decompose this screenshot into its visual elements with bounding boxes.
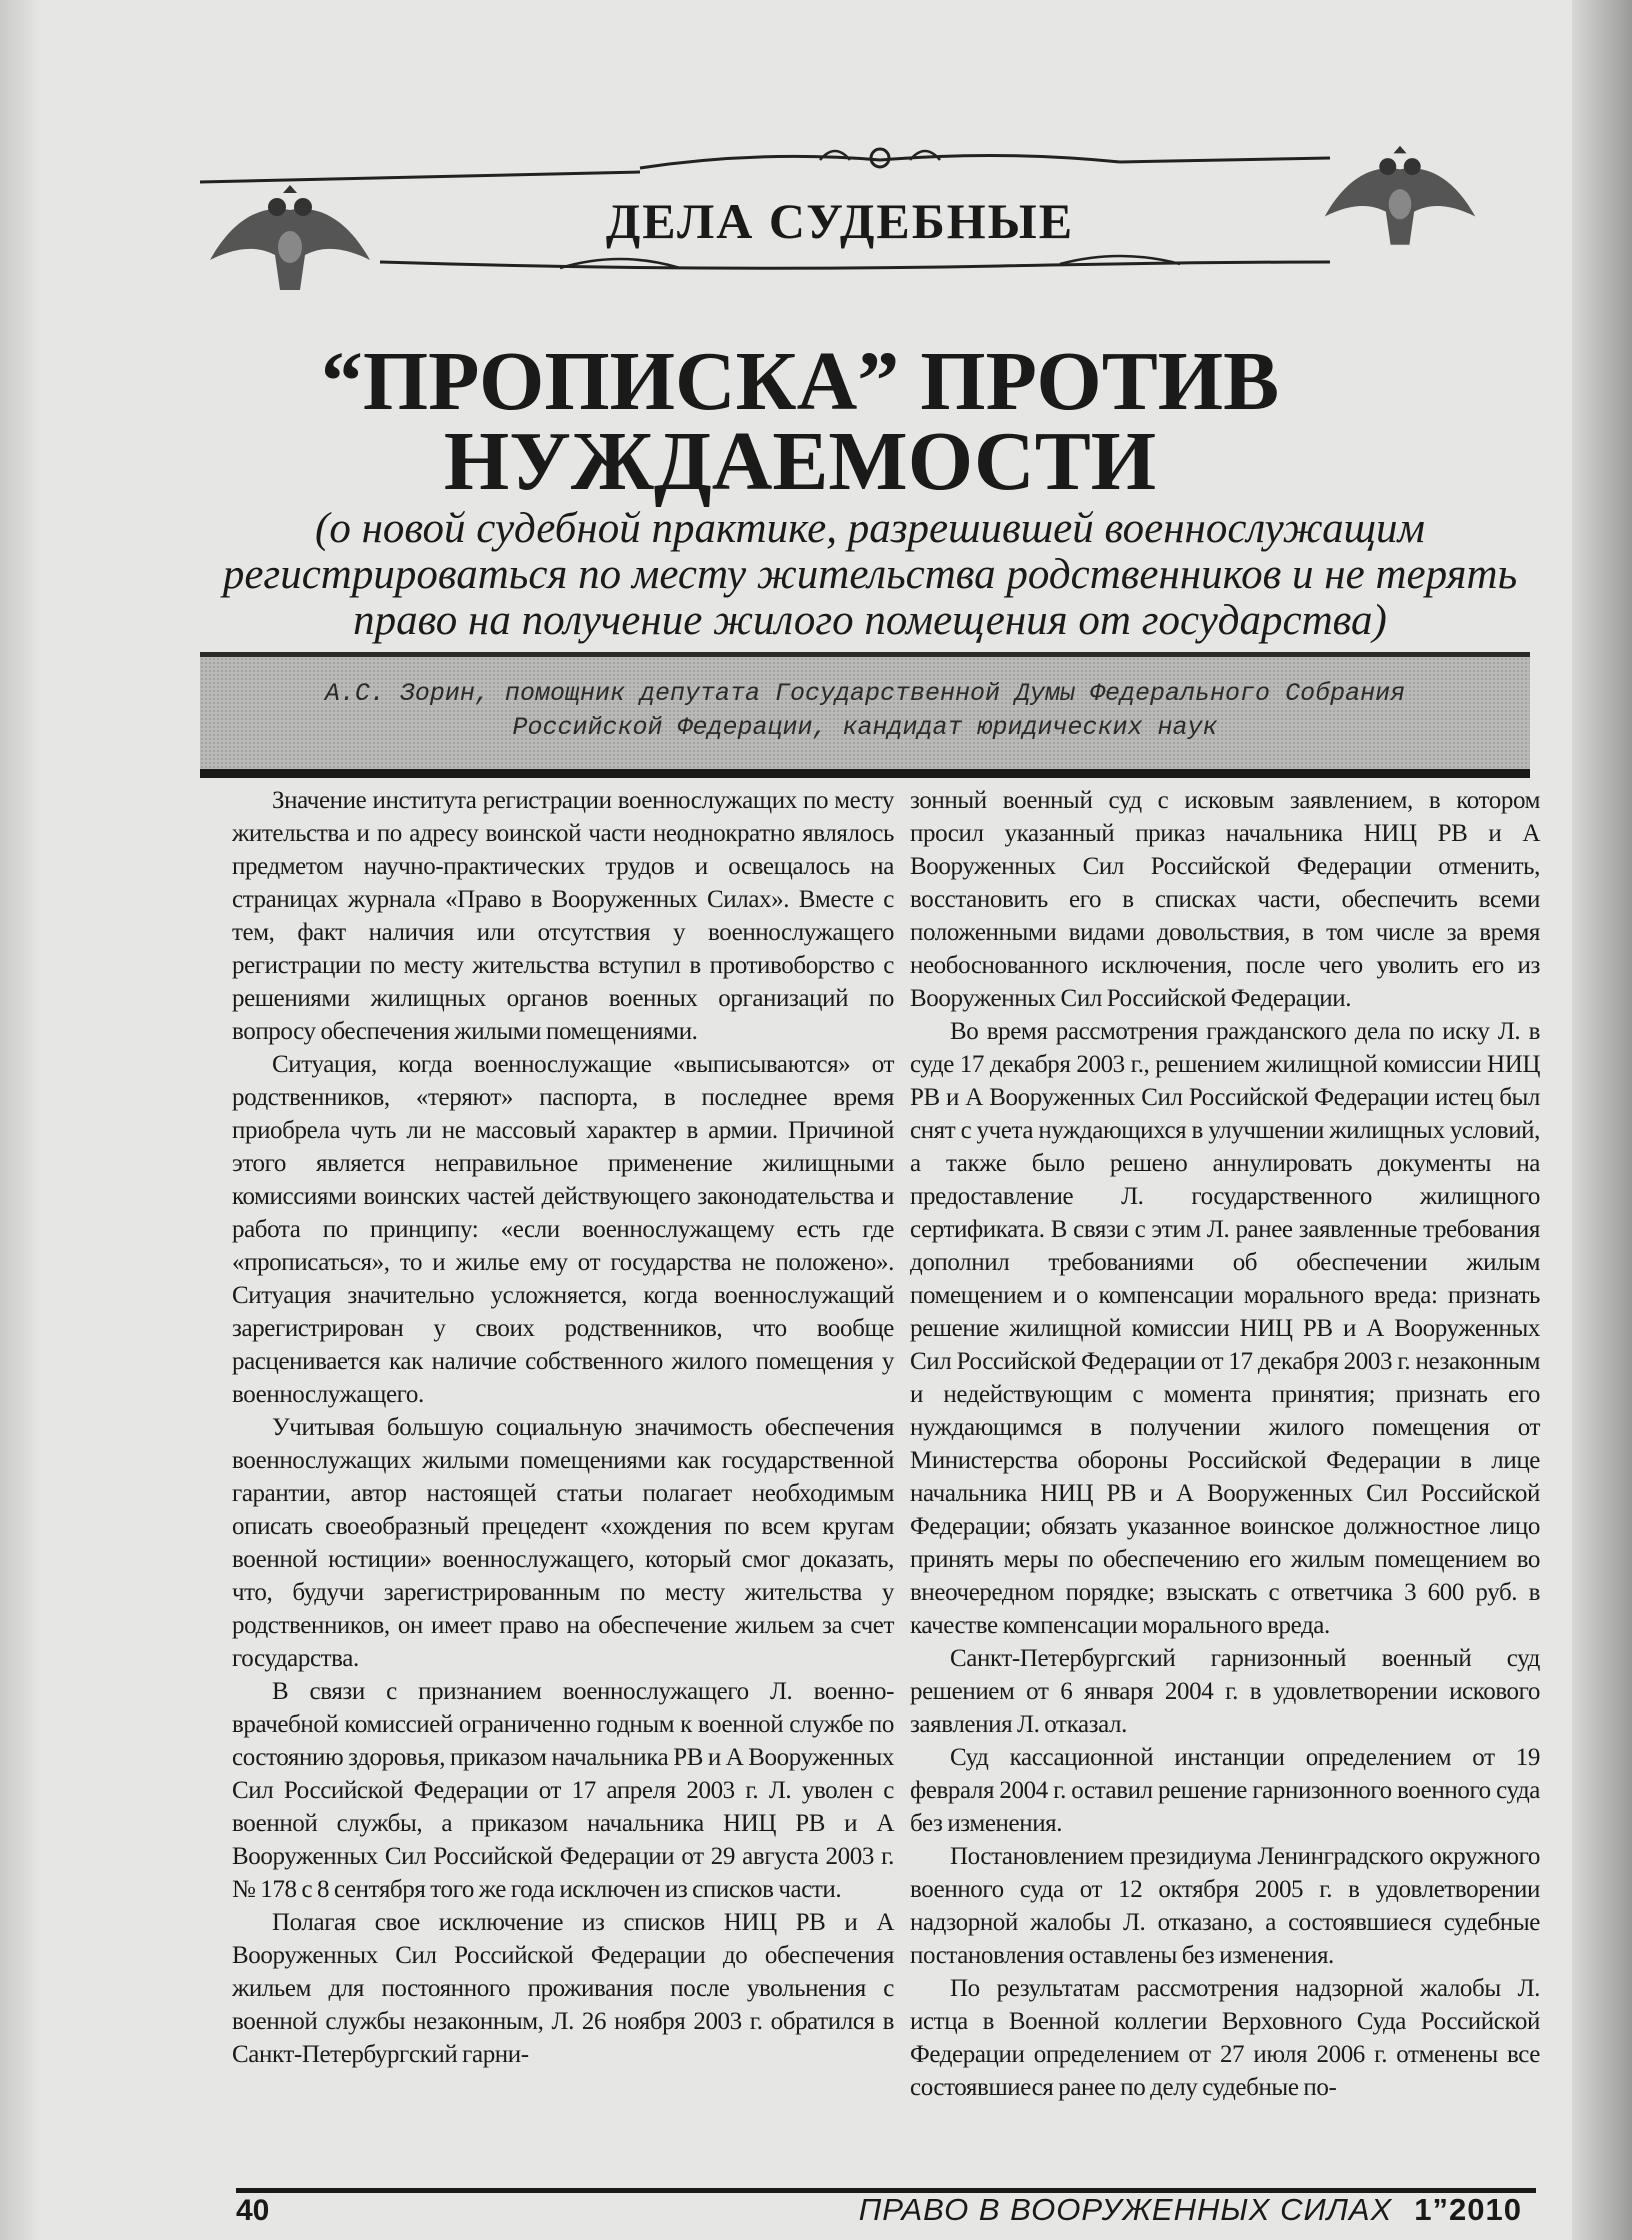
paragraph: Полагая свое исключение из списков НИЦ РВ и А Вооруженных Сил Российской Федерации до обеспечения жильем для постоянного проживания после увольнения с военной службы незаконным, Л. 26 ноября 2003 г. обратился в Санкт-Петербургский гарни- — [232, 1909, 894, 2068]
paragraph-continuation: зонный военный суд с исковым заявлением, в котором просил указанный приказ начальника НИЦ РВ и А Вооруженных Сил Российской Федерации отменить, восстановить его в списках части, обеспечить всеми положенными видами довольствия, в том числе за время необоснованного исключения, после чего уволить его из Вооруженных Сил Российской Федерации. — [910, 787, 1540, 1012]
article-title — [300, 335, 1300, 508]
author-line-1: А.С. Зорин, помощник депутата Государственной Думы Федерального Собрания — [324, 679, 1406, 708]
paragraph: Суд кассационной инстанции определением от 19 февраля 2004 г. оставил решение гарнизонного военного суда без изменения. — [910, 1744, 1540, 1837]
paragraph: Санкт-Петербургский гарнизонный военный суд решением от 6 января 2004 г. в удовлетворении искового заявления Л. отказал. — [910, 1645, 1540, 1738]
paragraph: Значение института регистрации военнослужащих по месту жительства и по адресу воинской части неоднократно являлось предметом научно-практических трудов и освещалось на страницах журнала «Право в Вооруженных Силах». Вместе с тем, факт наличия или отсутствия у военнослужащего регистрации по месту жительства вступил в противоборство с решениями жилищных органов военных организаций по вопросу обеспечения жилыми помещениями. — [232, 787, 894, 1045]
journal-footer — [859, 2192, 1522, 2228]
paragraph: По результатам рассмотрения надзорной жалобы Л. истца в Военной коллегии Верховного Суда Российской Федерации определением от 27 июля 2006 г. отменены все состоявшиеся ранее по делу судебные по- — [910, 1975, 1540, 2101]
article-title-line-2: НУЖДАЕМОСТИ — [443, 415, 1157, 508]
paragraph: В связи с признанием военнослужащего Л. военно-врачебной комиссией ограниченно годным к военной службе по состоянию здоровья, приказом начальника РВ и А Вооруженных Сил Российской Федерации от 17 апреля 2003 г. Л. уволен с военной службы, а приказом начальника НИЦ РВ и А Вооруженных Сил Российской Федерации от 29 августа 2003 г. № 178 с 8 сентября того же года исключен из списков части. — [232, 1678, 894, 1903]
body-column-right — [910, 784, 1540, 2104]
paragraph: Постановлением президиума Ленинградского окружного военного суда от 12 октября 2005 г. в удовлетворении надзорной жалобы Л. отказано, а состоявшиеся судебные постановления оставлены без изменения. — [910, 1843, 1540, 1969]
section-title: ДЕЛА СУДЕБНЫЕ — [605, 193, 1075, 249]
paragraph: Ситуация, когда военнослужащие «выписываются» от родственников, «теряют» паспорта, в последнее время приобрела чуть ли не массовый характер в армии. Причиной этого является неправильное применение жилищными комиссиями воинских частей действующего законодательства и работа по принципу: «если военнослужащему есть где «прописаться», то и жилье ему от государства не положено». Ситуация значительно усложняется, когда военнослужащий зарегистрирован у своих родственников, что вообще расценивается как наличие собственного жилого помещения у военнослужащего. — [232, 1051, 894, 1408]
scan-edge-right — [1572, 0, 1632, 2240]
paragraph: Во время рассмотрения гражданского дела по иску Л. в суде 17 декабря 2003 г., решением жилищной комиссии НИЦ РВ и А Вооруженных Сил Российской Федерации истец был снят с учета нуждающихся в улучшении жилищных условий, а также было решено аннулировать документы на предоставление Л. государственного жилищного сертификата. В связи с этим Л. ранее заявленные требования дополнил требованиями об обеспечении жилым помещением и о компенсации морального вреда: признать решение жилищной комиссии НИЦ РВ и А Вооруженных Сил Российской Федерации от 17 декабря 2003 г. незаконным и недействующим с момента принятия; признать его нуждающимся в получении жилого помещения от Министерства обороны Российской Федерации в лице начальника НИЦ РВ и А Вооруженных Сил Российской Федерации; обязать указанное воинское должностное лицо принять меры по обеспечению его жилым помещением во внеочередном порядке; взыскать с ответчика 3 600 руб. в качестве компенсации морального вреда. — [910, 1018, 1540, 1639]
scan-edge-left — [0, 0, 40, 2240]
author-credit — [200, 657, 1530, 745]
author-box — [200, 652, 1530, 778]
author-line-2: Российской Федерации, кандидат юридических наук — [512, 713, 1218, 742]
eagle-emblem-left-icon — [205, 185, 375, 300]
article-title-line-1: “ПРОПИСКА” ПРОТИВ — [320, 335, 1280, 428]
journal-name: ПРАВО В ВООРУЖЕННЫХ СИЛАХ — [858, 2192, 1393, 2227]
article-subtitle: (о новой судебной практике, разрешившей военнослужащим регистрироваться по месту жительства родственников и не терять право на получение жилого помещения от государства) — [222, 505, 1518, 644]
paragraph: Учитывая большую социальную значимость обеспечения военнослужащих жилыми помещениями как государственной гарантии, автор настоящей статьи полагает необходимым описать своеобразный прецедент «хождения по всем кругам военной юстиции» военнослужащего, который смог доказать, что, будучи зарегистрированным по месту жительства у родственников, он имеет право на обеспечение жильем за счет государства. — [232, 1414, 894, 1672]
page-number: 40 — [236, 2194, 270, 2227]
eagle-emblem-right-icon — [1320, 145, 1480, 255]
issue-number: 1”2010 — [1414, 2192, 1522, 2227]
body-column-left — [232, 784, 894, 2071]
